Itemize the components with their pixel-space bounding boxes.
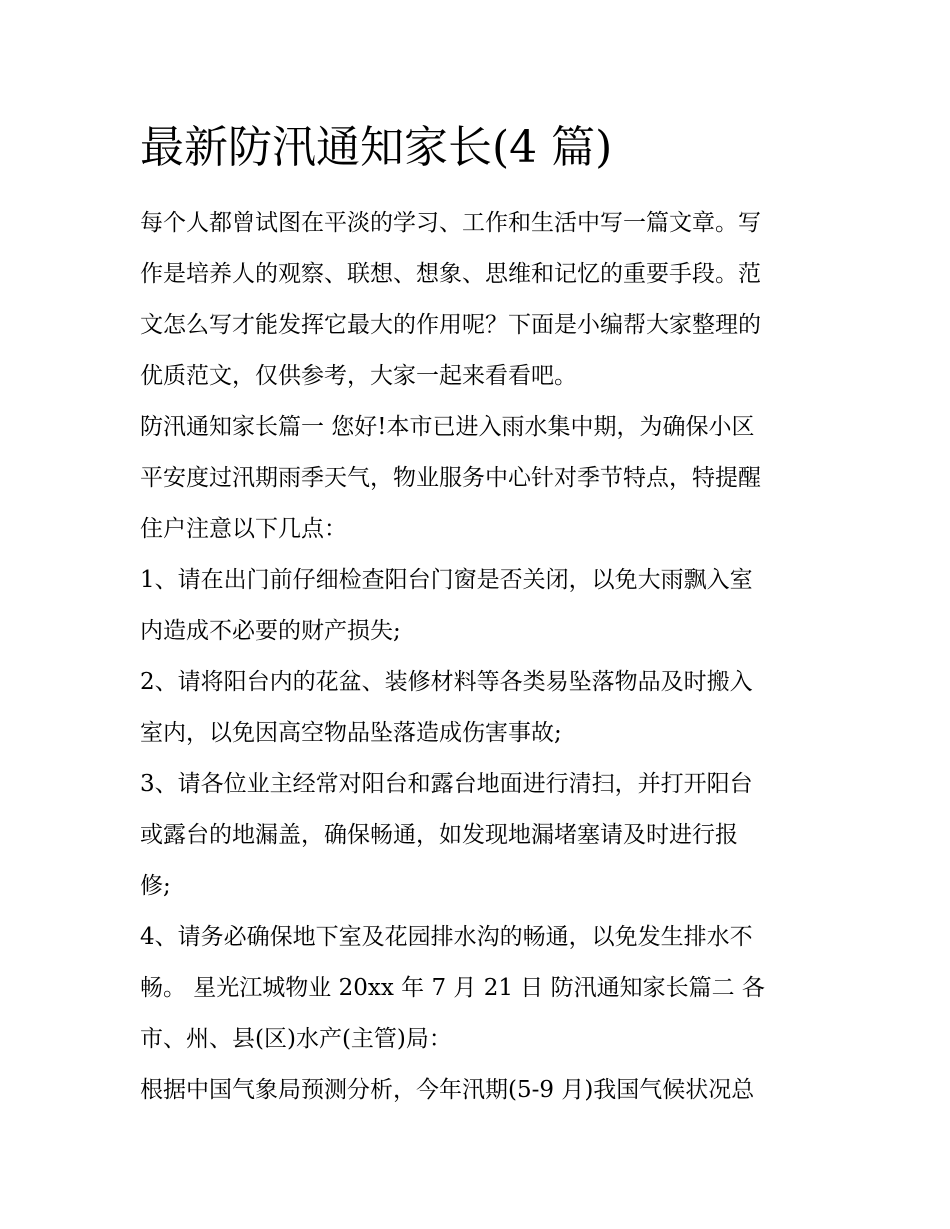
text-line: 市、州、县(区)水产(主管)局： — [140, 1026, 452, 1052]
text-line: 3、请各位业主经常对阳台和露台地面进行清扫，并打开阳台 — [140, 771, 753, 797]
text-line: 内造成不必要的财产损失; — [140, 618, 401, 644]
document-body — [140, 198, 812, 1116]
text-line: 文怎么写才能发挥它最大的作用呢？下面是小编帮大家整理的 — [140, 312, 761, 338]
text-line: 或露台的地漏盖，确保畅通，如发现地漏堵塞请及时进行报 — [140, 822, 738, 848]
document-title: 最新防汛通知家长(4 篇) — [140, 122, 613, 173]
text-line: 每个人都曾试图在平淡的学习、工作和生活中写一篇文章。写 — [140, 210, 761, 236]
text-line: 优质范文，仅供参考，大家一起来看看吧。 — [140, 363, 577, 389]
text-line: 根据中国气象局预测分析，今年汛期(5-9 月)我国气候状况总 — [140, 1077, 755, 1103]
text-line: 1、请在出门前仔细检查阳台门窗是否关闭，以免大雨飘入室 — [140, 567, 753, 593]
text-line: 住户注意以下几点： — [140, 516, 347, 542]
text-line: 2、请将阳台内的花盆、装修材料等各类易坠落物品及时搬入 — [140, 669, 753, 695]
text-line: 作是培养人的观察、联想、想象、思维和记忆的重要手段。范 — [140, 261, 761, 287]
text-line: 修; — [140, 873, 171, 899]
text-line: 4、请务必确保地下室及花园排水沟的畅通，以免发生排水不 — [140, 924, 753, 950]
text-line: 畅。 星光江城物业 20xx 年 7 月 21 日 防汛通知家长篇二 各 — [140, 975, 765, 1001]
text-line: 防汛通知家长篇一 您好!本市已进入雨水集中期，为确保小区 — [140, 414, 755, 440]
text-line: 室内，以免因高空物品坠落造成伤害事故; — [140, 720, 562, 746]
text-line: 平安度过汛期雨季天气，物业服务中心针对季节特点，特提醒 — [140, 465, 761, 491]
